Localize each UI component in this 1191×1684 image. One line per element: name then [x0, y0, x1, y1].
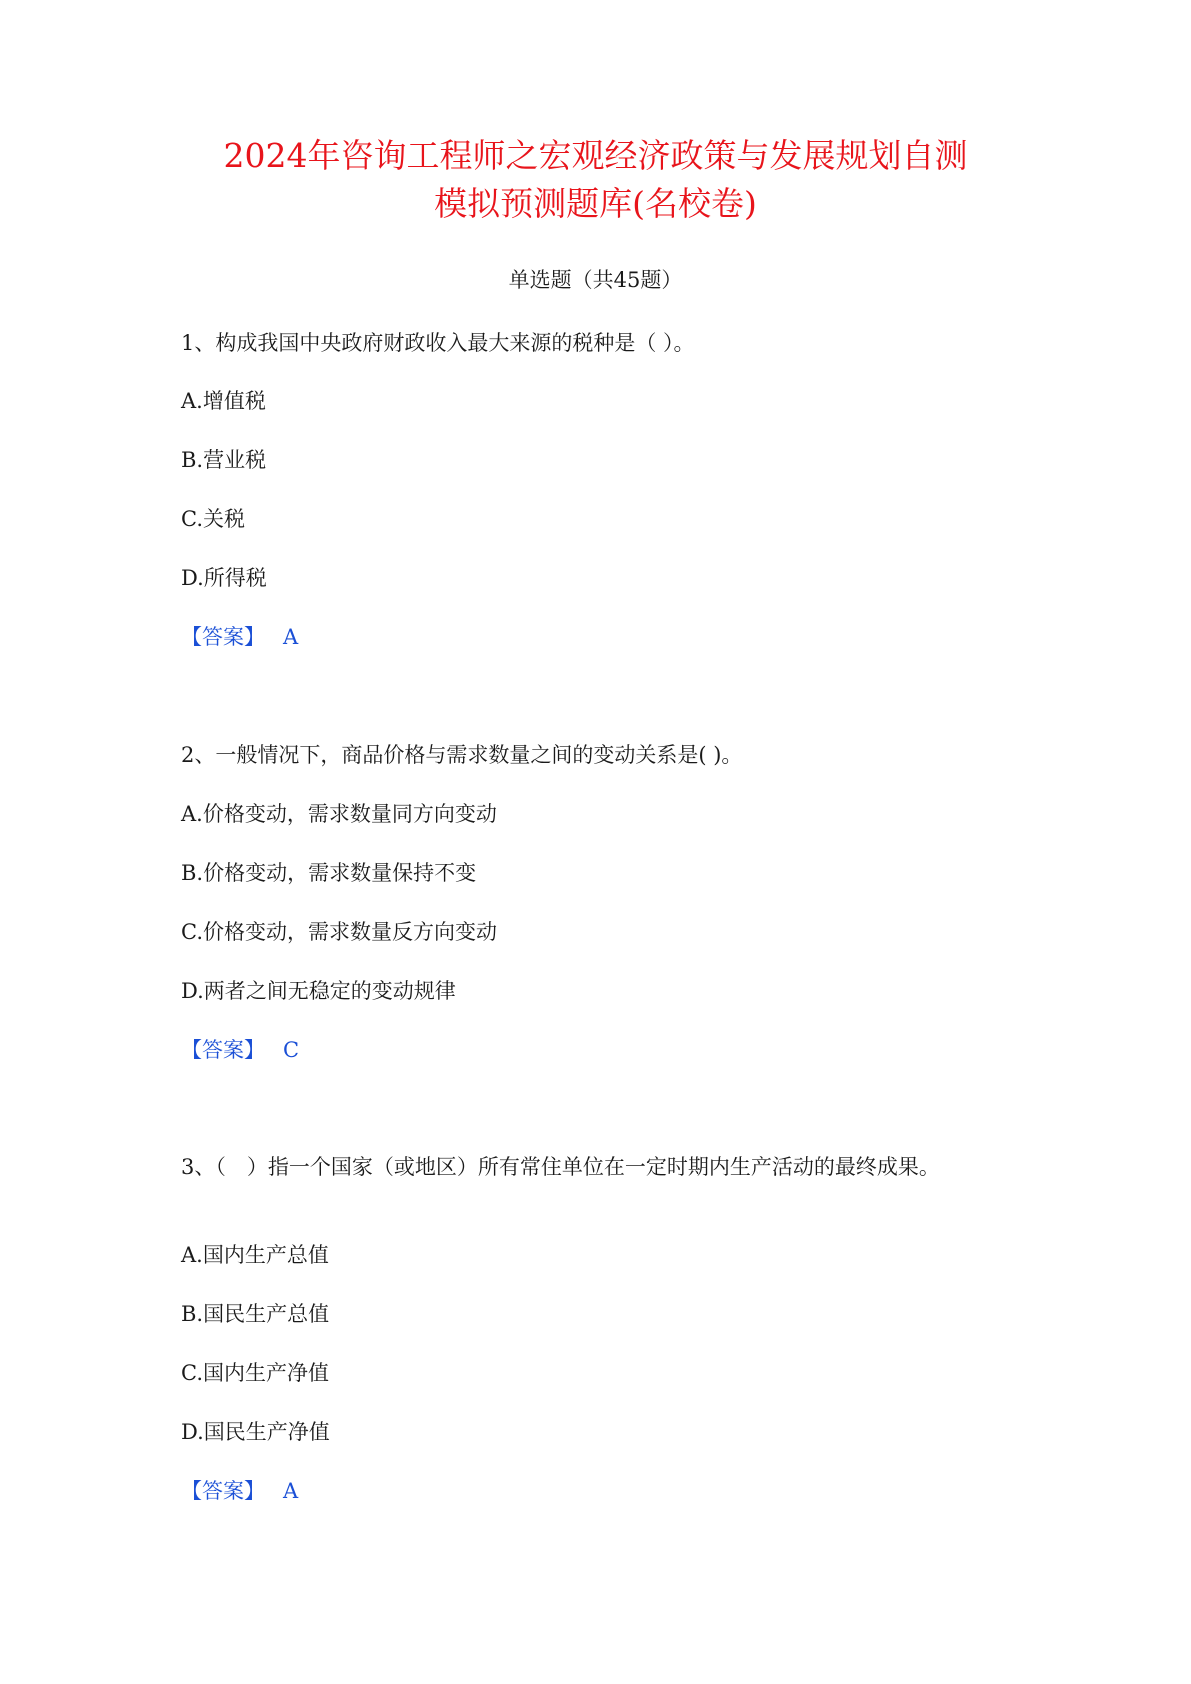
section-heading: 单选题（共45题） — [508, 268, 683, 292]
question-2-option-a: A.价格变动，需求数量同方向变动 — [181, 802, 497, 826]
question-3-answer — [181, 1476, 298, 1506]
question-2-option-c: C.价格变动，需求数量反方向变动 — [181, 920, 497, 944]
answer-label: 【答案】 — [181, 1479, 265, 1503]
question-3-option-a: A.国内生产总值 — [181, 1243, 329, 1267]
answer-label: 【答案】 — [181, 1038, 265, 1062]
document-title-line-1: 2024年咨询工程师之宏观经济政策与发展规划自测 — [223, 136, 968, 175]
question-3-option-c: C.国内生产净值 — [181, 1361, 329, 1385]
document-title-line-2: 模拟预测题库(名校卷) — [434, 184, 757, 223]
question-1-answer — [181, 622, 298, 652]
answer-value: A — [283, 1479, 299, 1503]
question-2-option-d: D.两者之间无稳定的变动规律 — [181, 979, 456, 1003]
answer-label: 【答案】 — [181, 625, 265, 649]
question-1-option-b: B.营业税 — [181, 448, 267, 472]
answer-value: A — [283, 625, 299, 649]
question-3-option-b: B.国民生产总值 — [181, 1302, 330, 1326]
question-2-stem: 2、一般情况下，商品价格与需求数量之间的变动关系是( )。 — [181, 743, 743, 767]
question-3-option-d: D.国民生产净值 — [181, 1420, 330, 1444]
question-1-stem: 1、构成我国中央政府财政收入最大来源的税种是（ ）。 — [181, 331, 695, 355]
question-1-option-d: D.所得税 — [181, 566, 267, 590]
question-1-option-c: C.关税 — [181, 507, 245, 531]
question-2-answer — [181, 1035, 299, 1065]
question-1-option-a: A.增值税 — [181, 389, 266, 413]
question-3-stem: 3、（ ）指一个国家（或地区）所有常住单位在一定时期内生产活动的最终成果。 — [181, 1155, 940, 1179]
question-2-option-b: B.价格变动，需求数量保持不变 — [181, 861, 477, 885]
answer-value: C — [283, 1038, 300, 1062]
